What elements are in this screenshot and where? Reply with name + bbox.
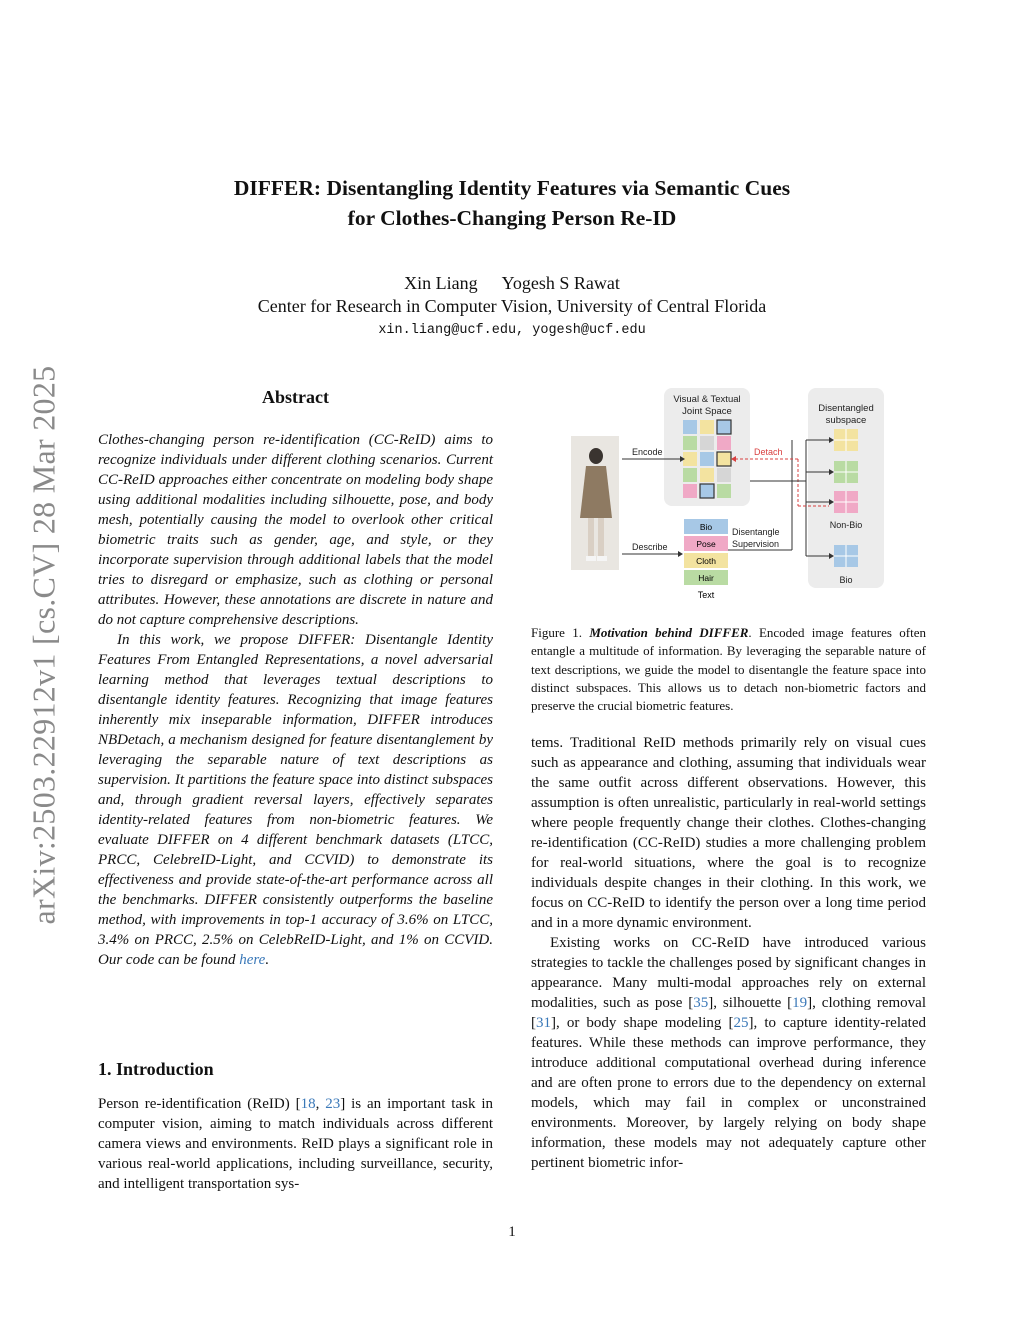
right-text-d: ], or body shape modeling [: [551, 1015, 734, 1031]
citation-separator: ,: [315, 1096, 326, 1112]
caption-body: . Encoded image features often entangle a multitude of information. By leveraging the separable nature of text descriptions, we guide the model to disentangle the feature space into distinct subspaces. This allows us to detach non-biometric factors and preserve the crucial biometric features.: [531, 625, 926, 714]
text-stack: [684, 519, 728, 600]
bio-label: Bio: [839, 575, 853, 585]
feature-cell: [717, 468, 731, 482]
intro-paragraph-1: [98, 1094, 493, 1194]
feature-cell: [700, 468, 714, 482]
person-image: [571, 436, 619, 570]
person-shoe: [597, 556, 607, 561]
feature-cell: [700, 452, 714, 466]
paper-title: [0, 173, 1024, 233]
non-bio-label: Non-Bio: [829, 520, 863, 530]
author-emails: xin.liang@ucf.edu, yogesh@ucf.edu: [378, 323, 646, 338]
code-link[interactable]: here: [239, 952, 266, 968]
citation-35[interactable]: 35: [693, 995, 709, 1011]
feature-cell: [683, 468, 697, 482]
feature-cell: [700, 436, 714, 450]
intro-body: [98, 1094, 493, 1194]
text-item-hair: Hair: [698, 573, 714, 583]
intro-text-a: Person re-identification (ReID) [: [98, 1096, 301, 1112]
text-item-cloth: Cloth: [696, 556, 716, 566]
subspace-green: [834, 461, 858, 483]
joint-feature-grid: [683, 420, 731, 498]
citation-23[interactable]: 23: [325, 1096, 341, 1112]
abstract-heading: Abstract: [262, 387, 329, 407]
caption-prefix: Figure 1.: [531, 625, 582, 640]
title-line-1: DIFFER: Disentangling Identity Features via Semantic Cues: [233, 176, 791, 200]
author-list: [0, 271, 1024, 295]
subspace-label-2: subspace: [825, 415, 867, 426]
feature-cell: [683, 420, 697, 434]
arxiv-id: arXiv:2503.22912v1 [cs.CV] 28 Mar 2025: [25, 365, 62, 925]
figure-1-caption: [531, 624, 926, 715]
joint-space-label-2: Joint Space: [682, 406, 732, 417]
author-2: Yogesh S Rawat: [501, 273, 620, 293]
text-stack-label: Text: [697, 590, 715, 600]
feature-cell: [683, 484, 697, 498]
citation-18[interactable]: 18: [300, 1096, 316, 1112]
subspace-label-1: Disentangled: [818, 403, 874, 414]
person-head: [589, 448, 603, 464]
page-number: 1: [508, 1224, 516, 1240]
subspace-yellow: [834, 429, 858, 451]
abstract-body: [98, 430, 493, 970]
title-line-2: for Clothes-Changing Person Re-ID: [347, 206, 677, 230]
subspace-blue: [834, 545, 858, 567]
right-text-e: ], to capture identity-related features. While these methods can improve performance, they introduce additional computational overhead during inference and are often prone to errors due to the dependency on external models, which may fail in complex or unconstrained environments. Moreover, by largely relying on body shape information, these models may not adequately capture other pertinent biometric infor-: [531, 1015, 926, 1171]
citation-25[interactable]: 25: [733, 1015, 749, 1031]
person-leg: [588, 518, 594, 556]
right-paragraph-2: [531, 933, 926, 1173]
author-1: Xin Liang: [404, 273, 478, 293]
detach-label: Detach: [754, 447, 783, 457]
right-text-c: ], clothing removal [: [531, 995, 926, 1031]
figure-1-diagram: [566, 388, 886, 600]
right-paragraph-1: tems. Traditional ReID methods primarily rely on visual cues such as appearance and clothing, assuming that individuals wear the same outfit across different observations. However, this assumption is often unrealistic, particularly in real-world settings where people frequently change their clothes. Clothes-changing re-identification (CC-ReID) studies a more challenging problem for real-world situations, where the goal is to recognize individuals despite changes in their clothing. In this work, we focus on CC-ReID to identify the person over a long time period and in a more dynamic environment.: [531, 735, 926, 931]
citation-19[interactable]: 19: [792, 995, 808, 1011]
right-text-a: Existing works on CC-ReID have introduced various strategies to tackle the challenges posed by significant changes in appearance. Many multi-modal approaches rely on external modalities, such as pose [: [531, 935, 926, 1011]
feature-cell: [717, 436, 731, 450]
abstract-paragraph-2-text: In this work, we propose DIFFER: Disentangle Identity Features From Entangled Representations, a novel adversarial learning method that leverages textual descriptions to disentangle identity features. Recognizing that image features inherently mix inseparable information, DIFFER introduces NBDetach, a mechanism designed for feature disentanglement by leveraging the separable nature of text descriptions as supervision. It partitions the feature space into distinct subspaces and, through gradient reversal layers, effectively separates identity-related features from non-biometric features. We evaluate DIFFER on 4 different benchmark datasets (LTCC, PRCC, CelebreID-Light, and CCVID) to demonstrate its effectiveness and provide state-of-the-art performance across all the benchmarks. DIFFER consistently outperforms the baseline method, with improvements in top-1 accuracy of 3.6% on LTCC, 3.4% on PRCC, 2.5% on CelebReID-Light, and 1% on CCVID. Our code can be found: [98, 632, 493, 968]
feature-cell-highlight: [717, 452, 731, 466]
affiliation: Center for Research in Computer Vision, University of Central Florida: [257, 296, 767, 316]
abstract-paragraph-1: Clothes-changing person re-identification (CC-ReID) aims to recognize individuals under different clothing scenarios. Current CC-ReID approaches either concentrate on modeling body shape using additional modalities including silhouette, pose, and body mesh, potentially causing the model to overlook other critical biometric traits such as gender, age, and style, or they incorporate supervision through additional labels that the model tries to disregard or emphasize, such as clothing or personal attributes. However, these annotations are discrete in nature and do not capture comprehensive descriptions.: [98, 432, 493, 628]
feature-cell: [683, 452, 697, 466]
feature-cell: [700, 420, 714, 434]
feature-cell: [683, 436, 697, 450]
intro-text-b: ] is an important task in computer vision, aiming to match individuals across different camera views and environments. ReID plays a significant role in various real-world applications, including surveillance, security, and intelligent transportation sys-: [98, 1096, 494, 1192]
describe-arrowhead: [678, 551, 683, 557]
text-item-bio: Bio: [699, 522, 713, 532]
feature-cell-highlight: [700, 484, 714, 498]
text-item-pose: Pose: [696, 539, 716, 549]
right-text-b: ], silhouette [: [708, 995, 793, 1011]
person-shoe: [586, 556, 596, 561]
caption-title: Motivation behind DIFFER: [589, 625, 749, 640]
person-leg: [598, 518, 604, 556]
encode-label: Encode: [632, 447, 663, 457]
intro-heading: 1. Introduction: [98, 1059, 214, 1079]
describe-label: Describe: [632, 542, 668, 552]
abstract-period: .: [265, 952, 270, 968]
subspace-pink: [834, 491, 858, 513]
joint-space-label-1: Visual & Textual: [673, 394, 741, 405]
abstract-paragraph-2: [98, 630, 493, 970]
disentangle-label-2: Supervision: [732, 539, 780, 549]
right-column-body: [531, 733, 926, 1173]
citation-31[interactable]: 31: [536, 1015, 551, 1031]
feature-cell-highlight: [717, 420, 731, 434]
disentangle-label-1: Disentangle: [732, 527, 780, 537]
feature-cell: [717, 484, 731, 498]
